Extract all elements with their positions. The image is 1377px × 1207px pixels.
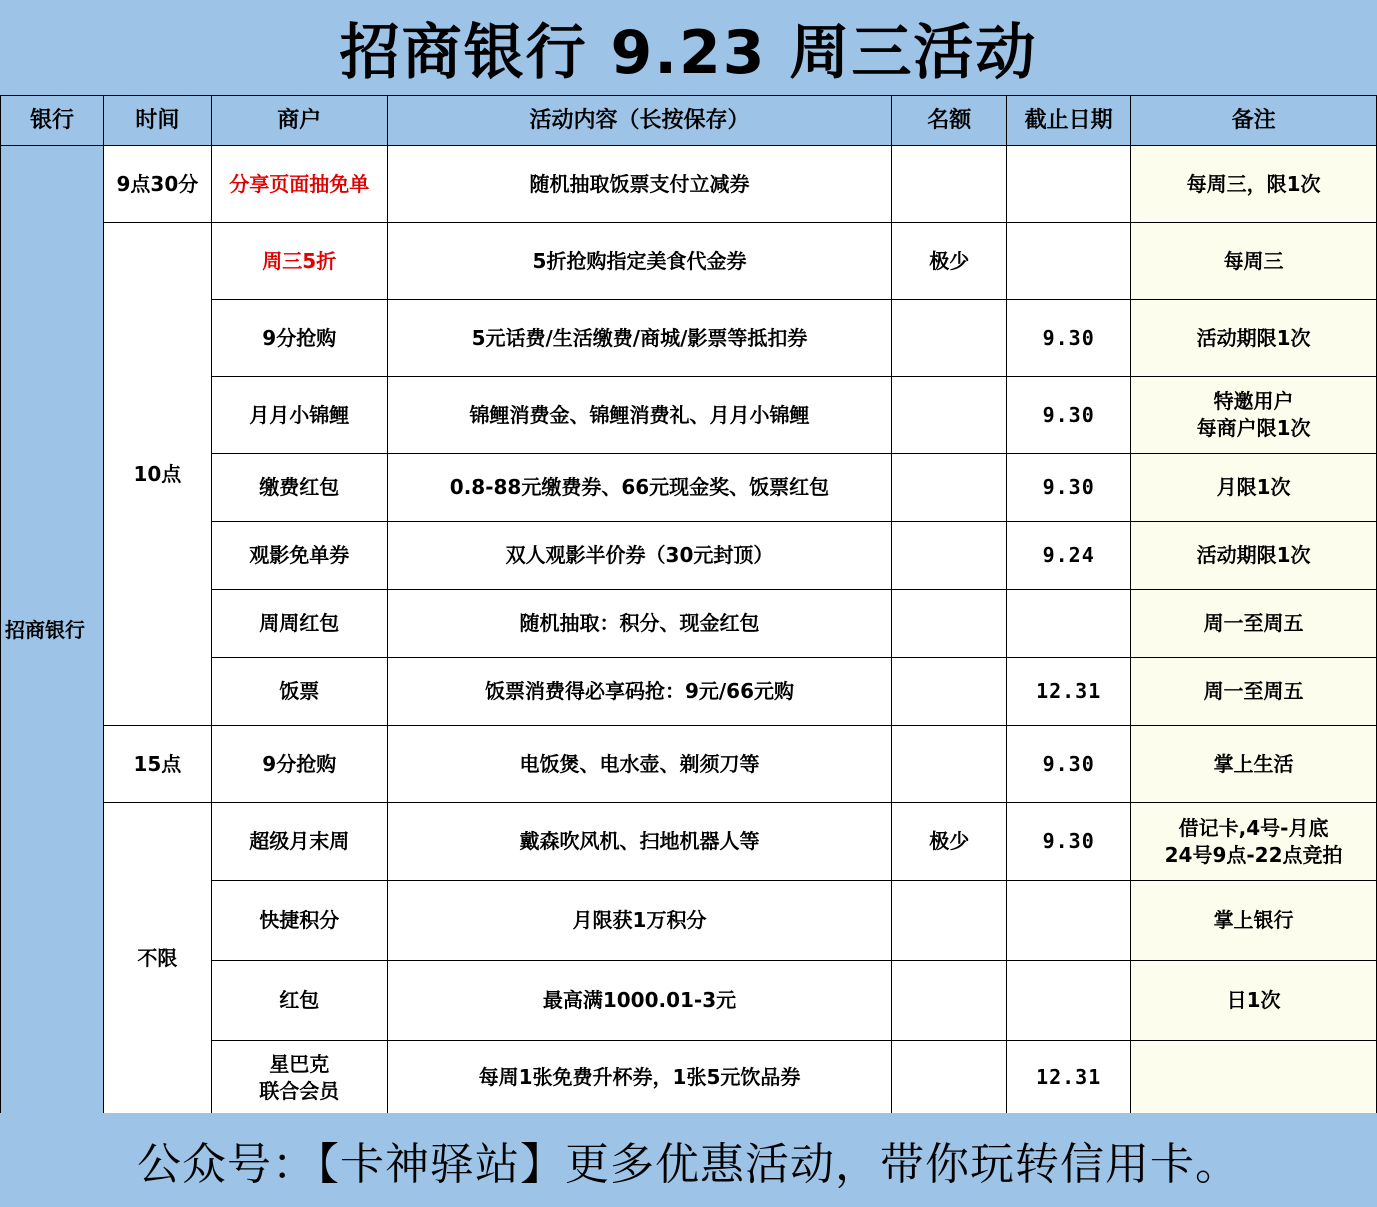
note-cell: 每周三，限1次: [1131, 146, 1377, 223]
content-cell: 锦鲤消费金、锦鲤消费礼、月月小锦鲤: [387, 377, 892, 454]
activity-table: [0, 95, 1377, 1115]
merchant-cell: 观影免单券: [211, 522, 387, 590]
quota-cell: [892, 590, 1007, 658]
content-cell: 0.8-88元缴费券、66元现金奖、饭票红包: [387, 454, 892, 522]
merchant-cell: 分享页面抽免单: [211, 146, 387, 223]
merchant-cell: 周周红包: [211, 590, 387, 658]
note-cell: 月限1次: [1131, 454, 1377, 522]
table-row: [1, 223, 1377, 300]
quota-cell: [892, 377, 1007, 454]
header-merchant: 商户: [211, 96, 387, 146]
deadline-cell: [1007, 146, 1131, 223]
merchant-cell: 红包: [211, 961, 387, 1041]
table-row: [1, 146, 1377, 223]
deadline-cell: 9.30: [1007, 803, 1131, 881]
merchant-cell: 9分抢购: [211, 726, 387, 803]
merchant-cell: 月月小锦鲤: [211, 377, 387, 454]
time-cell: 9点30分: [103, 146, 211, 223]
quota-cell: 极少: [892, 223, 1007, 300]
quota-cell: [892, 1041, 1007, 1115]
merchant-cell: 9分抢购: [211, 300, 387, 377]
note-cell: 日1次: [1131, 961, 1377, 1041]
content-cell: 电饭煲、电水壶、剃须刀等: [387, 726, 892, 803]
table-row: [1, 803, 1377, 881]
note-cell: 每周三: [1131, 223, 1377, 300]
time-cell: 15点: [103, 726, 211, 803]
content-cell: 5折抢购指定美食代金券: [387, 223, 892, 300]
deadline-cell: 12.31: [1007, 658, 1131, 726]
content-cell: 饭票消费得必享码抢：9元/66元购: [387, 658, 892, 726]
merchant-cell: 星巴克 联合会员: [211, 1041, 387, 1115]
table-row: [1, 726, 1377, 803]
content-cell: 5元话费/生活缴费/商城/影票等抵扣券: [387, 300, 892, 377]
deadline-cell: 9.30: [1007, 377, 1131, 454]
content-cell: 随机抽取饭票支付立减券: [387, 146, 892, 223]
merchant-cell: 饭票: [211, 658, 387, 726]
page-title: 招商银行 9.23 周三活动: [0, 0, 1377, 97]
deadline-cell: [1007, 881, 1131, 961]
content-cell: 戴森吹风机、扫地机器人等: [387, 803, 892, 881]
merchant-cell: 缴费红包: [211, 454, 387, 522]
merchant-cell: 周三5折: [211, 223, 387, 300]
note-cell: [1131, 1041, 1377, 1115]
note-cell: 周一至周五: [1131, 590, 1377, 658]
quota-cell: [892, 146, 1007, 223]
content-cell: 双人观影半价券（30元封顶）: [387, 522, 892, 590]
note-cell: 借记卡,4号-月底 24号9点-22点竞拍: [1131, 803, 1377, 881]
deadline-cell: [1007, 590, 1131, 658]
quota-cell: [892, 300, 1007, 377]
header-row: [1, 96, 1377, 146]
deadline-cell: 12.31: [1007, 1041, 1131, 1115]
header-quota: 名额: [892, 96, 1007, 146]
note-cell: 活动期限1次: [1131, 522, 1377, 590]
note-cell: 特邀用户 每商户限1次: [1131, 377, 1377, 454]
footer-banner: 公众号：【卡神驿站】更多优惠活动，带你玩转信用卡。: [0, 1113, 1377, 1207]
quota-cell: [892, 658, 1007, 726]
note-cell: 周一至周五: [1131, 658, 1377, 726]
deadline-cell: 9.30: [1007, 454, 1131, 522]
quota-cell: [892, 522, 1007, 590]
deadline-cell: 9.24: [1007, 522, 1131, 590]
header-deadline: 截止日期: [1007, 96, 1131, 146]
merchant-cell: 快捷积分: [211, 881, 387, 961]
note-cell: 活动期限1次: [1131, 300, 1377, 377]
header-note: 备注: [1131, 96, 1377, 146]
bank-cell: 招商银行: [1, 146, 104, 1115]
quota-cell: 极少: [892, 803, 1007, 881]
deadline-cell: [1007, 961, 1131, 1041]
header-content: 活动内容（长按保存）: [387, 96, 892, 146]
header-time: 时间: [103, 96, 211, 146]
note-cell: 掌上银行: [1131, 881, 1377, 961]
time-cell: 10点: [103, 223, 211, 726]
deadline-cell: 9.30: [1007, 726, 1131, 803]
quota-cell: [892, 726, 1007, 803]
quota-cell: [892, 961, 1007, 1041]
content-cell: 随机抽取：积分、现金红包: [387, 590, 892, 658]
quota-cell: [892, 454, 1007, 522]
deadline-cell: [1007, 223, 1131, 300]
content-cell: 月限获1万积分: [387, 881, 892, 961]
content-cell: 最高满1000.01-3元: [387, 961, 892, 1041]
quota-cell: [892, 881, 1007, 961]
merchant-cell: 超级月末周: [211, 803, 387, 881]
content-cell: 每周1张免费升杯券，1张5元饮品券: [387, 1041, 892, 1115]
deadline-cell: 9.30: [1007, 300, 1131, 377]
header-bank: 银行: [1, 96, 104, 146]
note-cell: 掌上生活: [1131, 726, 1377, 803]
time-cell: 不限: [103, 803, 211, 1115]
